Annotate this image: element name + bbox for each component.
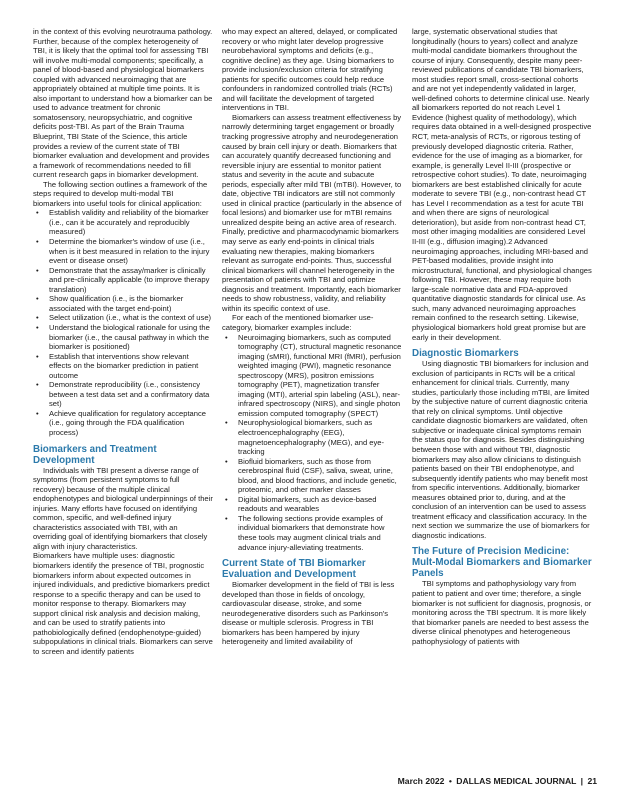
paragraph: Biomarkers can assess treatment effectiveness by narrowly determining target engagement or broadly tracking progressive atrophy and neurodegeneration caused by brain cell injury or death. Biomarkers that can accurately quantify decreased functioning and reversible injury are essential to monitor patient status and severity in the acute and subacute periods, especially after mild TBI (mTBI). However, to date, objective TBI indicators are still not commonly used in clinical practice (particularly in the absence of focal lesions) and biomarker use for mTBI remains unrealized despite being an active area of research. Finally, predictive and pharmacodynamic biomarkers may serve as early end-points in clinical trials evaluating new therapies, making biomarkers relevant as surrogate end-points. Thus, successful clinical biomarkers will channel heterogeneity in the presentation of patients with TBI and optimize diagnosis and treatment. Importantly, each biomarker needs to show robustness, validity, and reliability within its specific context of use. — [222, 112, 402, 313]
footer-separator: • — [448, 776, 452, 786]
list-item: • Determine the biomarker's window of use (i.e., when is it best measured in relation to the injury event or disease onset) — [33, 237, 213, 266]
list-item: • The following sections provide examples of individual biomarkers that demonstrate how these tools may augment clinical trials and advance injury-alleviating treatments. — [222, 514, 402, 552]
section-heading: The Future of Precision Medicine: Mult-Modal Biomarkers and Biomarker Panels — [412, 546, 592, 580]
footer-journal-name: DALLAS MEDICAL JOURNAL — [456, 776, 577, 786]
footer-divider: | — [580, 776, 584, 786]
column-3 — [412, 27, 592, 646]
paragraph: large, systematic observational studies that longitudinally (hours to years) collect and analyze multi-modal candidate biomarkers throughout the course of injury. Consequently, despite many peer-reviewed publications of candidate TBI biomarkers, most studies report small, cross-sectional cohorts and are not yet independently validated in larger, well-defined cohorts to determine clinical use. Nearly all biomarkers reported do not reach Level 1 Evidence (highest quality of methodology), which requires data obtained in a well-designed prospective RCT, meta-analysis of RCTs, or rigorous testing of previously developed diagnostic criteria. Rather, evidence for the use of imaging as a biomarker, for example, is generally Level II-III (prospective or retrospective cohort studies). To date, neuroimaging biomarkers are best established clinically for acute moderate to severe TBI (e.g., non-contrast head CT has Level I recommendation as a test for acute TBI and when there are signs of neurological deterioration), but aside from non-contrast head CT, most other imaging modalities are considered Level II-III (e.g., diffusion imaging).2 Advanced neuroimaging approaches, including MRI-based and PET-based modalities, provide insight into microstructural, functional, and physiological changes following TBI. However, these may require both large-scale normative data and FDA-approved quantitative diagnostic standards for clinical use. As such, many advanced neuroimaging approaches remain confined to the research setting. Likewise, physiological biomarkers hold great promise but are early in their development. — [412, 27, 592, 342]
list-item: • Show qualification (i.e., is the biomarker associated with the target end-point) — [33, 294, 213, 313]
paragraph: TBI symptoms and pathophysiology vary from patient to patient and over time; therefore, a single biomarker is not sufficient for diagnosis, prognosis, or monitoring across the TBI spectrum. It is more likely that biomarker panels are needed to best assess the diverse clinical phenotypes and heterogeneous pathophysiology of patients with — [412, 579, 592, 646]
footer-date: March 2022 — [397, 776, 445, 786]
paragraph: The following section outlines a framework of the steps required to develop multi-modal TBI biomarkers into useful tools for clinical application: — [33, 179, 208, 208]
section-heading: Biomarkers and Treatment Development — [33, 443, 157, 466]
column-2 — [222, 27, 402, 647]
list-item: • Neuroimaging biomarkers, such as computed tomography (CT), structural magnetic resonance imaging (sMRI), functional MRI (fMRI), perfusion weighted imaging (PWI), magnetic resonance spectroscopy (MRS), positron emissions tomography (PET), magnetization transfer imaging (MTI), arterial spin labeling (ASL), near-infrared spectroscopy (NIRS), and single photon emission computed tomography (SPECT) — [222, 333, 402, 419]
column-1 — [33, 27, 213, 656]
list-item: • Demonstrate that the assay/marker is clinically and pre-clinically applicable (to improve therapy translation) — [33, 266, 213, 295]
list-item: • Digital biomarkers, such as device-based readouts and wearables — [222, 495, 402, 514]
page-number: 21 — [587, 776, 597, 786]
section-heading: Diagnostic Biomarkers — [412, 348, 519, 360]
paragraph: Biomarkers have multiple uses: diagnostic biomarkers identify the presence of TBI, prognostic biomarkers inform about expected outcomes in injured individuals, and predictive biomarkers predict response to a specific therapy and can be used to monitor response to therapy. Biomarkers may support clinical risk analysis and decision making, and can be used to stratify patients into pathobiologically defined (endophenotype-guided) subpopulations in clinical trials. Biomarkers can serve to screen and identify patients — [33, 551, 213, 656]
list-item: • Select utilization (i.e., what is the context of use) — [33, 313, 213, 323]
list-item: • Establish that interventions show relevant effects on the biomarker prediction in patient outcome — [33, 352, 213, 381]
paragraph: Individuals with TBI present a diverse range of symptoms (from persistent symptoms to full recovery) because of the multiple clinical endophenotypes and biological underpinnings of their injuries. Many efforts have focused on identifying common, specific, and well-defined injury characteristics associated with TBI, with an overriding goal of identifying biomarkers that closely align with injury characteristics. — [33, 465, 213, 551]
paragraph: For each of the mentioned biomarker use-category, biomarker examples include: — [222, 313, 374, 332]
list-item: • Establish validity and reliability of the biomarker (i.e., can it be accurately and reproducibly measured) — [33, 208, 213, 237]
list-item: • Neurophysiological biomarkers, such as electroencephalography (EEG), magnetoencephalography (MEG), and eye-tracking — [222, 418, 402, 456]
paragraph: in the context of this evolving neurotrauma pathology. Further, because of the complex heterogeneity of TBI, it is likely that the optimal tool for assessing TBI will involve multi-modal components; specifically, a panel of blood-based and physiological biomarkers coupled with advanced neuroimaging that are appropriately obtained at multiple time points. It is also important to understand how a biomarker can be used to advance treatment for chronic somatosensory, neuropsychiatric, and cognitive deficits post-TBI. As part of the Brain Trauma Blueprint, TBI State of the Science, this article provides a review of the current state of TBI biomarker evaluation and development and provides a framework of recommendations needed to fill current research gaps in biomarker development. — [33, 27, 213, 180]
list-item: • Demonstrate reproducibility (i.e., consistency between a test data set and a confirmatory data set) — [33, 380, 213, 409]
framework-steps-list — [33, 208, 213, 437]
paragraph: Using diagnostic TBI biomarkers for inclusion and exclusion of participants in RCTs will be a critical enhancement for clinical trials. Currently, many studies, particularly those including mTBI, are limited by the subjective nature of current diagnostic criteria that rely on clinical symptoms. Until objective candidate diagnostic biomarkers are validated, often subjective or inadequate clinical symptoms remain the status quo for diagnosis. Besides distinguishing between those with and without TBI, diagnostic biomarkers may also allow clinicians to distinguish patients based on their TBI endophenotype, and subsequently identify patients who may benefit most from specific interventions. Additionally, biomarker measures obtained prior to, during, and at the conclusion of an intervention can be used to assess treatment efficacy and classification accuracy. In the next section we summarize the use of biomarkers for diagnostic indications. — [412, 359, 590, 540]
paragraph: Biomarker development in the field of TBI is less developed than those in fields of oncology, cardiovascular disease, stroke, and some neurodegenerative disorders such as Parkinson's disease or multiple sclerosis. Progress in TBI biomarkers has been hampered by injury heterogeneity and limited availability of — [222, 580, 395, 647]
biomarker-examples-list — [222, 333, 402, 553]
section-heading: Current State of TBI Biomarker Evaluation and Development — [222, 558, 366, 581]
page-footer — [398, 776, 597, 786]
list-item: • Achieve qualification for regulatory acceptance (i.e., going through the FDA qualification process) — [33, 409, 213, 438]
list-item: • Biofluid biomarkers, such as those from cerebrospinal fluid (CSF), saliva, sweat, urine, blood, and blood fractions, and include genetic, proteomic, and other marker classes — [222, 457, 402, 495]
list-item: • Understand the biological rationale for using the biomarker (i.e., the causal pathway in which the biomarker is positioned) — [33, 323, 213, 352]
paragraph: who may expect an altered, delayed, or complicated recovery or who might later develop progressive neurobehavioral symptoms and deficits (e.g., cognitive decline) as they age. Using biomarkers to provide inclusion/exclusion criteria for stratifying patients for specific outcomes could help reduce confounders in randomized controlled trials (RCTs) and will facilitate the development of targeted interventions in TBI. — [222, 27, 398, 113]
